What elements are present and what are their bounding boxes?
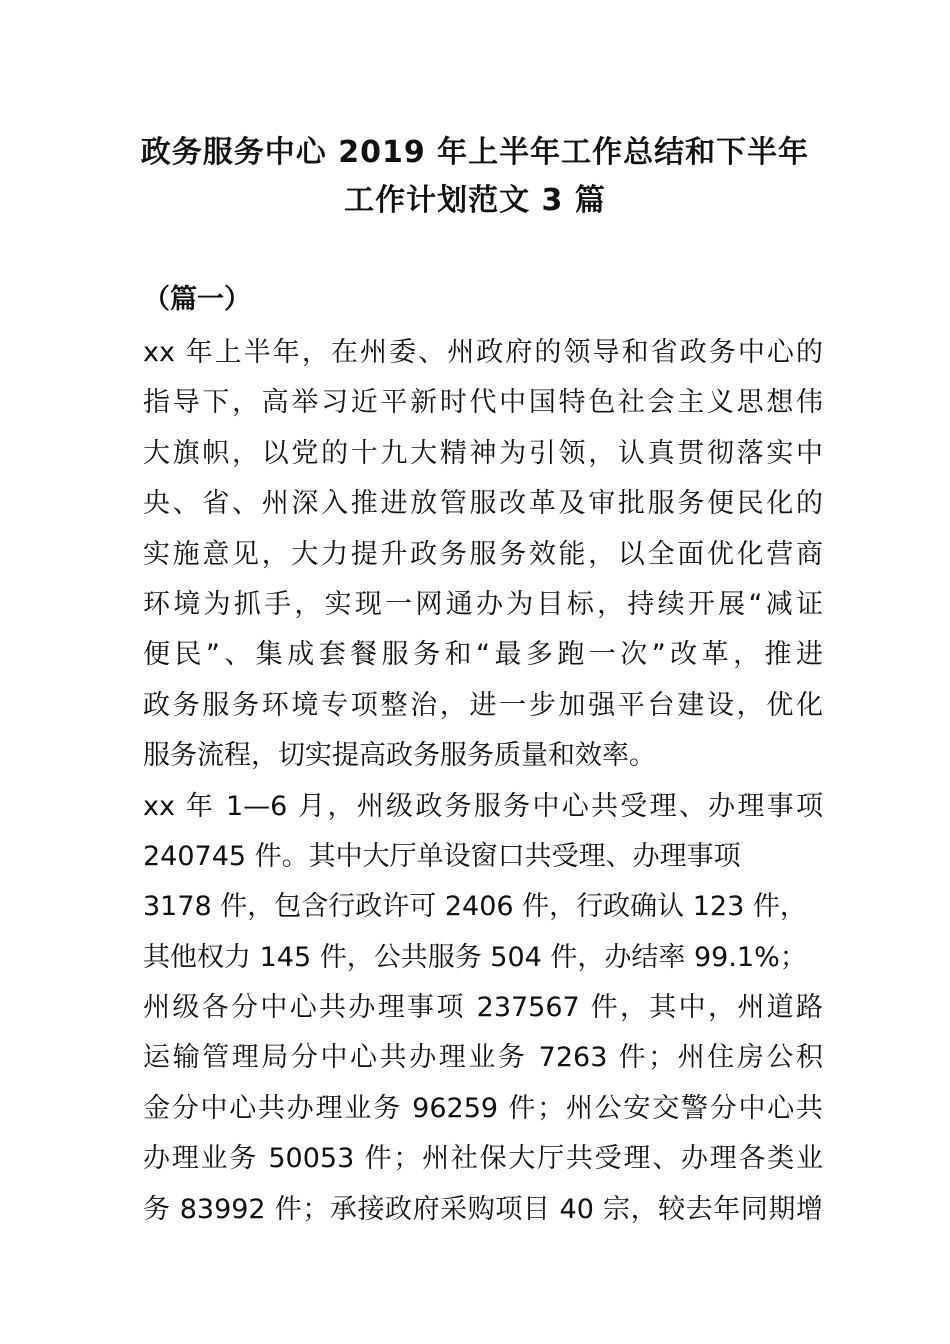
- body-line: 务 83992 件；承接政府采购项目 40 宗，较去年同期增: [143, 1193, 823, 1225]
- document-title-line-1: 政务服务中心 2019 年上半年工作总结和下半年: [140, 135, 810, 170]
- body-line: 州级各分中心共办理事项 237567 件，其中，州道路: [143, 992, 823, 1024]
- body-line: 政务服务环境专项整治，进一步加强平台建设，优化: [143, 689, 823, 721]
- body-line: 办理业务 50053 件；州社保大厅共受理、办理各类业: [143, 1143, 823, 1175]
- body-line: 实施意见，大力提升政务服务效能，以全面优化营商: [143, 538, 823, 570]
- section-heading: （篇一）: [143, 284, 251, 315]
- body-line: 其他权力 145 件，公共服务 504 件，办结率 99.1%；: [143, 941, 807, 973]
- document-title-line-2: 工作计划范文 3 篇: [344, 183, 606, 218]
- body-line: xx 年上半年，在州委、州政府的领导和省政务中心的: [143, 337, 823, 368]
- body-line: 便民”、集成套餐服务和“最多跑一次”改革，推进: [143, 639, 823, 671]
- body-line: 环境为抓手，实现一网通办为目标，持续开展“减证: [143, 588, 823, 620]
- body-line: 金分中心共办理业务 96259 件；州公安交警分中心共: [143, 1092, 823, 1124]
- body-line: 大旗帜，以党的十九大精神为引领，认真贯彻落实中: [143, 437, 823, 469]
- body-line: 央、省、州深入推进放管服改革及审批服务便民化的: [143, 488, 823, 520]
- body-text: [143, 328, 823, 1235]
- body-line: 运输管理局分中心共办理业务 7263 件；州住房公积: [143, 1042, 823, 1074]
- body-line: 240745 件。其中大厅单设窗口共受理、办理事项: [143, 840, 741, 872]
- body-line: 服务流程，切实提高政务服务质量和效率。: [143, 740, 656, 772]
- body-line: 指导下，高举习近平新时代中国特色社会主义思想伟: [143, 387, 823, 419]
- body-line: 3178 件，包含行政许可 2406 件，行政确认 123 件，: [143, 891, 807, 923]
- body-line: xx 年 1—6 月，州级政务服务中心共受理、办理事项: [143, 790, 823, 822]
